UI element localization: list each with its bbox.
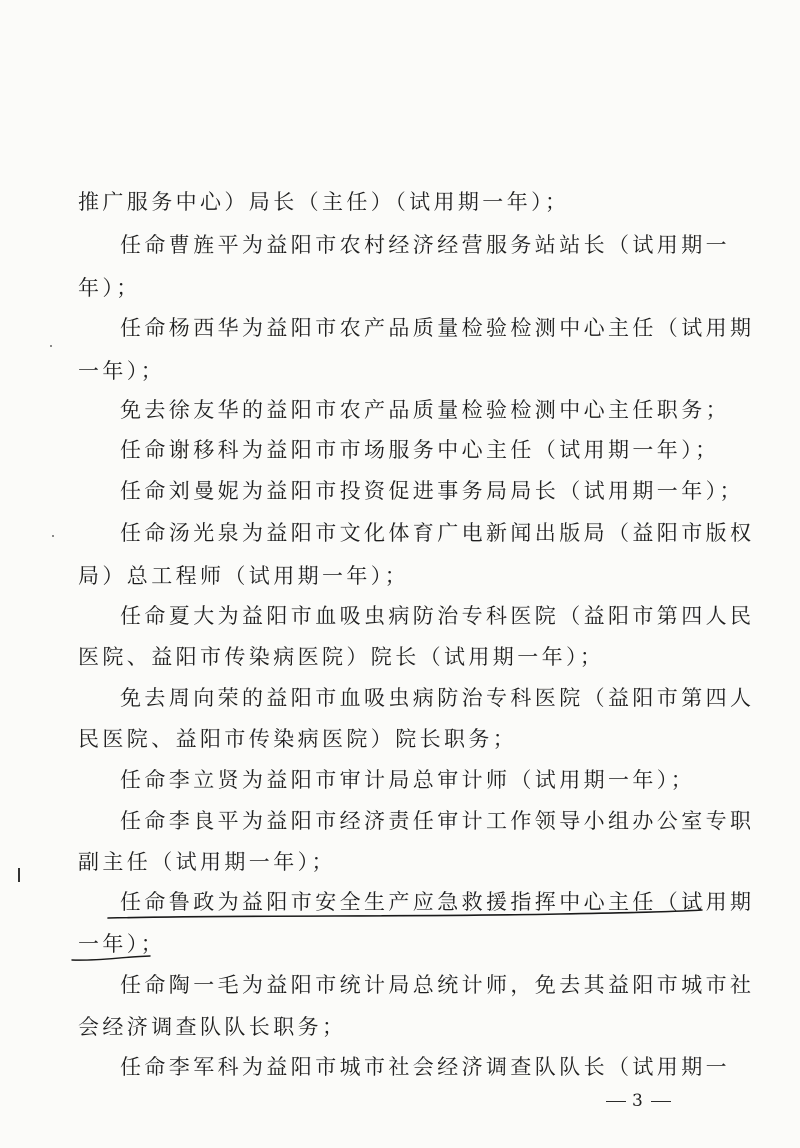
page-number: [600, 1090, 677, 1112]
text-line-10: 局）总工程师（试用期一年）；: [78, 564, 410, 588]
text-line-1: 推广服务中心）局长（主任）（试用期一年）；: [78, 190, 570, 214]
text-line-14: 民医院、益阳市传染病医院）院长职务；: [78, 727, 518, 751]
text-line-6: 免去徐友华的益阳市农产品质量检验检测中心主任职务；: [120, 398, 730, 422]
text-line-7: 任命谢移科为益阳市市场服务中心主任（试用期一年）；: [120, 438, 720, 462]
text-line-22: 任命李军科为益阳市城市社会经济调查队队长（试用期一: [120, 1055, 730, 1079]
text-line-3: 年）；: [78, 276, 141, 300]
text-line-18: 任命鲁政为益阳市安全生产应急救援指挥中心主任（试用期: [120, 890, 755, 914]
text-line-17: 副主任（试用期一年）；: [78, 850, 336, 874]
text-line-9: 任命汤光泉为益阳市文化体育广电新闻出版局（益阳市版权: [120, 521, 755, 545]
text-line-12: 医院、益阳市传染病医院）院长（试用期一年）；: [78, 645, 605, 669]
margin-mark: [18, 868, 20, 882]
text-line-15: 任命李立贤为益阳市审计局总审计师（试用期一年）；: [120, 768, 696, 792]
text-line-16: 任命李良平为益阳市经济责任审计工作领导小组办公室专职: [120, 809, 755, 833]
text-line-21: 会经济调查队队长职务；: [78, 1015, 347, 1039]
text-line-13: 免去周向荣的益阳市血吸虫病防治专科医院（益阳市第四人: [120, 686, 755, 710]
text-line-4: 任命杨西华为益阳市农产品质量检验检测中心主任（试用期: [120, 316, 755, 340]
text-line-20: 任命陶一毛为益阳市统计局总统计师，免去其益阳市城市社: [120, 973, 755, 997]
scan-speck: [50, 345, 52, 347]
page-number-dash-right: [651, 1101, 671, 1102]
text-line-11: 任命夏大为益阳市血吸虫病防治专科医院（益阳市第四人民: [120, 604, 755, 628]
scan-speck: [52, 535, 54, 537]
page-number-value: 3: [632, 1091, 645, 1111]
page-number-dash-left: [606, 1101, 626, 1102]
text-line-2: 任命曹旌平为益阳市农村经济经营服务站站长（试用期一: [120, 233, 730, 257]
text-line-19: 一年）；: [78, 932, 166, 956]
text-line-5: 一年）；: [78, 359, 166, 383]
text-line-8: 任命刘曼妮为益阳市投资促进事务局局长（试用期一年）；: [120, 479, 744, 503]
